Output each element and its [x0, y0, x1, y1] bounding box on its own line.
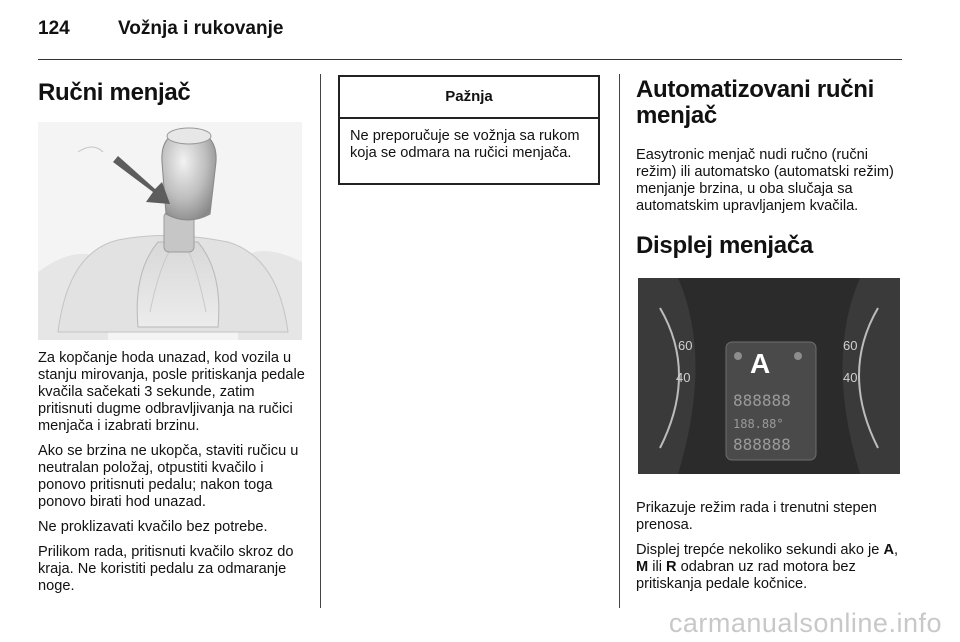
- warning-title: Pažnja: [340, 77, 598, 119]
- left-column: [38, 70, 308, 106]
- blink-paragraph: Displej trepće nekoliko sekundi ako je A, M ili R odabran uz rad motora bez pritiskanja pedale kočnice.: [636, 542, 899, 592]
- display-gear-letter: A: [750, 348, 771, 379]
- paragraph: Za kopčanje hoda unazad, kod vozila u stanju mirovanja, posle pritiskanja pedale kvačila sačekati 3 sekunde, zatim pritisnuti dugme odbravljivanja na ručici menjača i izabrati brzinu.: [38, 350, 305, 434]
- section-title-automated-gearbox: Automatizovani ručni menjač: [636, 76, 875, 129]
- svg-text:888888: 888888: [733, 435, 791, 454]
- paragraph: Prilikom rada, pritisnuti kvačilo skroz do kraja. Ne koristiti pedalu za odmaranje noge.: [38, 544, 294, 594]
- intro-paragraph: Easytronic menjač nudi ručno (ručni režim) ili automatsko (automatski režim) menjanje brzina, u oba slučaja sa automatskim upravljanjem kvačila.: [636, 147, 894, 214]
- right-column: [636, 70, 902, 259]
- paragraph: Ako se brzina ne ukopča, staviti ručicu u neutralan položaj, otpustiti kvačilo i ponovo pritisnuti pedalu; nakon toga ponovo birati hod unazad.: [38, 443, 299, 510]
- svg-text:40: 40: [676, 370, 691, 385]
- section-title-gearbox-display: Displej menjača: [636, 232, 813, 259]
- page-number: 124: [38, 18, 70, 39]
- gear-lever-illustration: [38, 122, 302, 340]
- svg-text:188.88°: 188.88°: [733, 417, 784, 431]
- svg-text:40: 40: [843, 370, 858, 385]
- display-paragraph: Prikazuje režim rada i trenutni stepen prenosa.: [636, 500, 877, 533]
- page-header: [38, 18, 918, 48]
- chapter-title: Vožnja i rukovanje: [118, 18, 284, 39]
- column-divider-left: [320, 74, 321, 608]
- section-title-manual-gearbox: Ručni menjač: [38, 79, 191, 106]
- svg-text:60: 60: [678, 338, 693, 353]
- svg-text:60: 60: [843, 338, 858, 353]
- warning-text: Ne preporučuje se vožnja sa rukom koja se odmara na ručici menjača.: [350, 128, 580, 161]
- column-divider-right: [619, 74, 620, 608]
- header-rule: [38, 59, 902, 60]
- paragraph: Ne proklizavati kvačilo bez potrebe.: [38, 519, 268, 535]
- right-bottom-text: [636, 500, 902, 601]
- watermark-text: carmanualsonline.info: [668, 608, 942, 638]
- svg-text:888888: 888888: [733, 391, 791, 410]
- mode-m: M: [636, 559, 649, 575]
- mode-r: R: [666, 559, 677, 575]
- warning-box: [338, 75, 600, 185]
- gearbox-display-illustration: [638, 278, 900, 474]
- instrument-cluster-drawing: [638, 278, 900, 474]
- gear-lever-drawing: [38, 122, 302, 340]
- left-text: [38, 350, 308, 603]
- mode-a: A: [883, 542, 894, 558]
